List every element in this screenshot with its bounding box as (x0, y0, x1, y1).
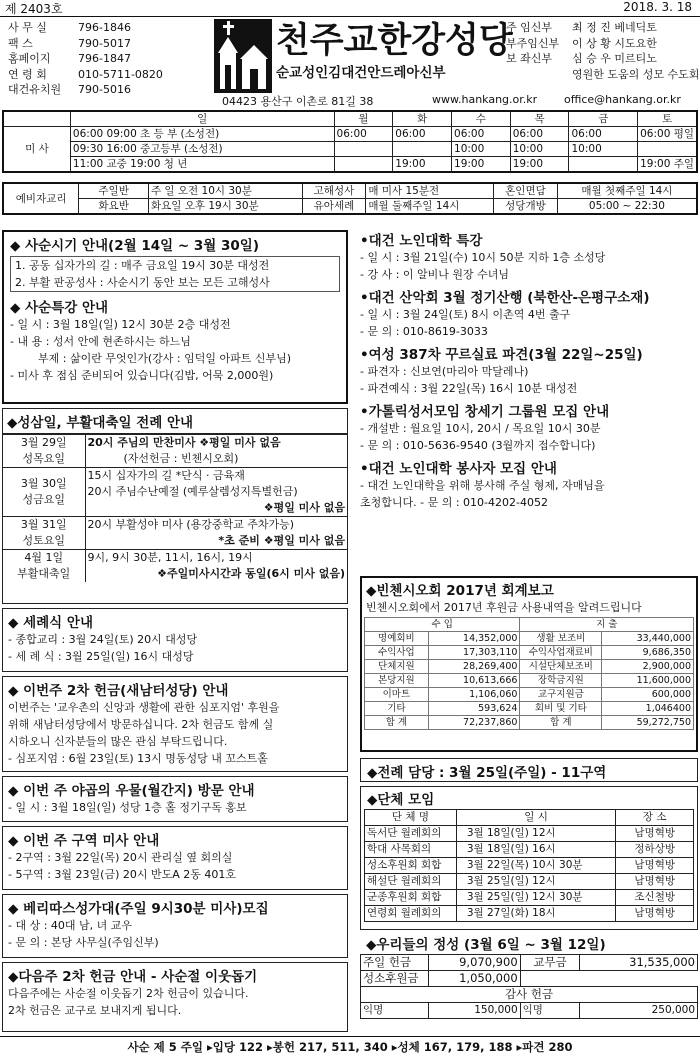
mass-time: 06:00 평일 (638, 127, 697, 142)
notice-line: - 일 시 : 3월 24일(토) 8시 이촌역 4번 출구 (360, 308, 571, 321)
day-header: 화 (393, 111, 452, 127)
collection-line: 위해 새남터성당에서 방문하십니다. 2차 헌금도 함께 실 (8, 718, 274, 731)
mass-time (334, 142, 393, 157)
mass-time: 06:00 (569, 127, 638, 142)
expense-header: 지 출 (520, 618, 694, 632)
church-name: 천주교한강성당 (276, 21, 513, 61)
mass-time: 06:00 (334, 127, 393, 142)
mass-time: 06:00 (393, 127, 452, 142)
table-row: 수익사업 17,303,110 수익사업재료비 9,686,350 (365, 646, 694, 660)
baptism-title: ◆ 세례식 안내 (8, 615, 93, 631)
notice-title: •대건 노인대학 특강 (360, 233, 483, 249)
lecture-title: ◆ 사순특강 안내 (10, 300, 109, 316)
notice-line: - 일 시 : 3월 21일(수) 10시 50분 지하 1층 소성당 (360, 251, 606, 264)
next-collection-line: 2차 헌금은 교구로 보내지게 됩니다. (8, 1004, 182, 1017)
rite-line: *초 준비 ❖평일 미사 없음 (218, 534, 345, 547)
table-row: 학대 사목회의 3월 18일(일) 16시 정하상방 (365, 842, 694, 858)
mass-time: 19:00 주일 (638, 157, 697, 173)
choir-line: - 대 상 : 40대 남, 녀 교우 (8, 919, 133, 932)
patron-saint: 순교성인김대건안드레아신부 (276, 65, 446, 81)
next-collection-title: ◆다음주 2차 헌금 안내 - 사순절 이웃돕기 (8, 969, 258, 985)
contact-item: 대건유치원 790-5016 (8, 83, 131, 96)
day-cell: 성목요일 (22, 452, 65, 465)
day-cell: 성금요일 (22, 493, 65, 506)
staff-item: 보 좌신부 심 승 우 미르티노 (506, 52, 657, 65)
table-row (3, 435, 347, 468)
staff-item: 영원한 도움의 성모 수도회 (572, 67, 700, 81)
mass-time (334, 157, 393, 173)
day-header: 일 (70, 111, 334, 127)
collection-title: ◆ 이번주 2차 헌금(새남터성당) 안내 (8, 683, 229, 699)
district-mass-section (2, 826, 348, 890)
table-row: 연령회 월례회의 3월 27일(화) 18시 남명혁방 (365, 906, 694, 922)
mass-label: 미 사 (3, 127, 70, 173)
notice-line: - 파견자 : 신보연(마리아 막달레나) (360, 365, 529, 378)
date-cell: 4월 1일 (24, 551, 64, 564)
finance-subtitle: 빈첸시오회에서 2017년 후원금 사용내역을 알려드립니다 (366, 601, 642, 614)
notice-block (360, 343, 696, 397)
table-row (3, 517, 347, 550)
schedule-cell: 매월 첫째주일 14시 (557, 183, 697, 199)
schedule-cell: 매 미사 15분전 (366, 183, 494, 199)
rite-line: 20시 주님의 만찬미사 ❖평일 미사 없음 (87, 436, 281, 449)
church-website[interactable]: www.hankang.or.kr (432, 93, 538, 106)
contact-list (8, 20, 178, 98)
church-email[interactable]: office@hankang.or.kr (564, 93, 681, 106)
day-header: 금 (569, 111, 638, 127)
schedule-cell: 주 일 오전 10시 30분 (148, 183, 302, 199)
day-header: 목 (510, 111, 569, 127)
footer-rule (0, 1036, 700, 1037)
notice-line: - 대건 노인대학을 위해 봉사해 주실 형제, 자매님을 (360, 479, 605, 492)
groups-table (364, 809, 694, 922)
table-row: 군종후원회 회합 3월 25일(일) 12시 30분 조신철방 (365, 890, 694, 906)
schedule-cell: 화요일 오후 19시 30분 (148, 199, 302, 215)
sunday-mass: 06:00 09:00 초 등 부 (소성전) (70, 127, 334, 142)
contact-item: 팩 스 790-5017 (8, 36, 131, 50)
catechumen-label: 예비자교리 (3, 183, 79, 214)
church-logo (214, 19, 272, 93)
mass-time: 06:00 (452, 127, 511, 142)
offering-label: 주일 헌금 (361, 955, 429, 971)
schedule-cell: 성당개방 (494, 199, 558, 215)
collection-line: 시하오니 신자분들의 많은 관심 부탁드립니다. (8, 735, 228, 748)
district-mass-line: - 5구역 : 3월 23일(금) 20시 반도A 2동 401호 (8, 868, 237, 881)
lecture-line: - 미사 후 점심 준비되어 있습니다(김밥, 어묵 2,000원) (10, 369, 274, 382)
table-row: 독서단 월례회의 3월 18일(일) 12시 남명혁방 (365, 826, 694, 842)
income-header: 수 입 (365, 618, 520, 632)
mass-time: 06:00 (510, 127, 569, 142)
rite-line: 20시 부활성야 미사 (용강중학교 주차가능) (87, 518, 295, 531)
offering-label: 교무금 (520, 955, 580, 971)
day-header: 월 (334, 111, 393, 127)
offering-table (360, 954, 698, 1019)
next-collection-line: 다음주에는 사순절 이웃돕기 2차 헌금이 있습니다. (8, 987, 249, 1000)
notice-line: - 개설반 : 월요일 10시, 20시 / 목요일 10시 30분 (360, 422, 601, 435)
choir-line: - 문 의 : 본당 사무실(주임신부) (8, 936, 159, 949)
notice-block (360, 400, 696, 454)
offering-title: ◆우리들의 정성 (3월 6일 ~ 3월 12일) (366, 937, 606, 953)
offering-label: 성소후원금 (361, 971, 429, 987)
baptism-section (2, 608, 348, 672)
contact-item: 사 무 실 796-1846 (8, 21, 131, 34)
hymn-numbers: 사순 제 5 주일 ▸입당 122 ▸봉헌 217, 511, 340 ▸성체 167, 179, 188 ▸파견 280 (127, 1040, 573, 1054)
table-row: 해설단 월례회의 3월 25일(일) 12시 남명혁방 (365, 874, 694, 890)
visit-title: ◆ 이번 주 야곱의 우물(월간지) 방문 안내 (8, 783, 255, 799)
next-collection-section (2, 962, 348, 1032)
day-cell: 성토요일 (22, 534, 65, 547)
table-row: 본당지원 10,613,666 장학금지원 11,600,000 (365, 674, 694, 688)
offering-value: 250,000 (580, 1003, 698, 1019)
schedule-cell: 주일반 (79, 183, 149, 199)
column-header: 단 체 명 (365, 810, 457, 826)
mass-days-row (3, 111, 697, 127)
baptism-line: - 종합교리 : 3월 24일(토) 20시 대성당 (8, 633, 198, 646)
visit-section (2, 776, 348, 822)
collection-line: - 심포지엄 : 6월 23일(토) 13시 명동성당 내 꼬스트홀 (8, 752, 268, 765)
lecture-line: 부제 : 삶이란 무엇인가(강사 : 임덕일 아파트 신부님) (38, 352, 291, 365)
collection-line: 이번주는 '교우촌의 신앙과 생활에 관한 심포지엄' 후원을 (8, 701, 280, 714)
mass-time: 10:00 (569, 142, 638, 157)
table-row: 단체지원 28,269,400 시설단체보조비 2,900,000 (365, 660, 694, 674)
notice-title: •대건 산악회 3월 정기산행 (북한산-은평구소재) (360, 290, 650, 306)
lent-line: 2. 부활 판공성사 : 사순시기 동안 보는 모든 고해성사 (15, 276, 270, 289)
notice-line: - 강 사 : 이 알비나 원장 수녀님 (360, 268, 510, 281)
mass-time (393, 142, 452, 157)
mass-schedule-table (2, 110, 698, 173)
notice-line: 초청합니다. - 문 의 : 010-4202-4052 (360, 496, 548, 509)
holy-week-title: ◆성삼일, 부활대축일 전례 안내 (3, 409, 347, 434)
finance-title: ◆빈첸시오회 2017년 회계보고 (366, 583, 554, 599)
notice-title: •가톨릭성서모임 창세기 그룹원 모집 안내 (360, 404, 610, 420)
church-address: 04423 용산구 이촌로 81길 38 (222, 95, 374, 108)
lecture-line: - 내 용 : 성서 안에 현존하시는 하느님 (10, 335, 191, 348)
mass-time: 10:00 (452, 142, 511, 157)
sunday-mass: 11:00 교중 19:00 청 년 (70, 157, 334, 173)
staff-list (506, 20, 700, 82)
mass-time: 19:00 (393, 157, 452, 173)
notice-block (360, 229, 696, 283)
day-header: 수 (452, 111, 511, 127)
schedule-cell: 매월 둘째주일 14시 (366, 199, 494, 215)
notice-line: - 문 의 : 010-8619-3033 (360, 325, 488, 338)
schedule-cell: 혼인면담 (494, 183, 558, 199)
column-header: 일 시 (456, 810, 616, 826)
liturgy-duty-title: ◆전례 담당 : 3월 25일(주일) - 11구역 (367, 765, 607, 781)
table-row: 기타 593,624 회비 및 기타 1,046400 (365, 702, 694, 716)
rite-line: ❖주일미사시간과 동일(6시 미사 없음) (157, 567, 345, 580)
issue-date: 2018. 3. 18 (623, 0, 692, 14)
baptism-line: - 세 례 식 : 3월 25일(일) 16시 대성당 (8, 650, 194, 663)
staff-item: 주 임신부 최 정 진 베네딕토 (506, 21, 657, 34)
mass-time: 19:00 (510, 157, 569, 173)
rite-line: 9시, 9시 30분, 11시, 16시, 19시 (87, 551, 253, 564)
rite-line: 15시 십자가의 길 *단식 · 금육재 (87, 469, 245, 482)
table-row: 명예회비 14,352,000 생활 보조비 33,440,000 (365, 632, 694, 646)
right-notices (360, 229, 696, 511)
notice-line: - 문 의 : 010-5636-9540 (3월까지 접수합니다) (360, 439, 596, 452)
table-row: 이마트 1,106,060 교구지원금 600,000 (365, 688, 694, 702)
collection-section (2, 676, 348, 772)
table-row: 합 계 72,237,860 합 계 59,272,750 (365, 716, 694, 730)
mass-time (569, 157, 638, 173)
schedule-cell: 유아세례 (302, 199, 366, 215)
lecture-line: - 일 시 : 3월 18일(일) 12시 30분 2층 대성전 (10, 318, 231, 331)
finance-table (364, 617, 694, 730)
groups-section (360, 786, 698, 930)
offering-value: 150,000 (428, 1003, 520, 1019)
table-row: 성소후원회 회합 3월 22일(목) 10시 30분 남명혁방 (365, 858, 694, 874)
contact-item: 연 령 회 010-5711-0820 (8, 67, 163, 81)
table-row (3, 468, 347, 517)
schedule-cell: 05:00 ~ 22:30 (557, 199, 697, 215)
header-top-rule (0, 16, 700, 17)
column-header: 장 소 (616, 810, 694, 826)
visit-line: - 일 시 : 3월 18일(일) 성당 1층 홀 정기구독 홍보 (8, 801, 247, 814)
groups-title: ◆단체 모임 (367, 792, 435, 808)
lent-section (2, 230, 348, 404)
holy-week-section (2, 408, 348, 604)
notice-title: •대건 노인대학 봉사자 모집 안내 (360, 461, 557, 477)
schedule-cell: 고해성사 (302, 183, 366, 199)
liturgy-duty-section (360, 758, 698, 782)
offering-section (360, 936, 698, 1019)
day-header: 토 (638, 111, 697, 127)
offering-value: 9,070,900 (428, 955, 520, 971)
notice-title: •여성 387차 꾸르실료 파견(3월 22일~25일) (360, 347, 643, 363)
staff-item: 부주임신부 이 상 황 시도요한 (506, 36, 657, 50)
date-cell: 3월 31일 (20, 518, 67, 531)
issue-number: 제 2403호 (5, 2, 63, 16)
choir-section (2, 894, 348, 958)
sunday-mass: 09:30 16:00 중고등부 (소성전) (70, 142, 334, 157)
date-cell: 3월 30일 (20, 477, 67, 490)
rite-line: (자선헌금 : 빈첸시오회) (123, 452, 239, 465)
mass-time: 19:00 (452, 157, 511, 173)
mass-time (638, 142, 697, 157)
offering-value: 31,535,000 (580, 955, 698, 971)
rite-line: ❖평일 미사 없음 (263, 501, 345, 514)
contact-item: 홈페이지 796-1847 (8, 52, 131, 65)
notice-line: - 파견예식 : 3월 22일(목) 16시 10분 대성전 (360, 382, 578, 395)
day-cell: 부활대축일 (17, 567, 71, 580)
table-row (3, 550, 347, 583)
finance-section (360, 576, 698, 752)
rite-line: 20시 주님수난예절 (예루살렘성지특별헌금) (87, 485, 298, 498)
offering-value: 1,050,000 (428, 971, 520, 987)
notice-block (360, 457, 696, 511)
holy-week-table (3, 434, 347, 582)
schedule-cell: 화요반 (79, 199, 149, 215)
offering-label: 익명 (361, 1003, 429, 1019)
offering-label: 익명 (520, 1003, 580, 1019)
lent-title: ◆ 사순시기 안내(2월 14일 ~ 3월 30일) (10, 238, 260, 254)
district-mass-title: ◆ 이번 주 구역 미사 안내 (8, 833, 160, 849)
lent-line: 1. 공동 십자가의 길 : 매주 금요일 19시 30분 대성전 (15, 259, 270, 272)
thanks-offering-header: 감사 헌금 (361, 987, 698, 1003)
other-schedule-table (2, 182, 698, 215)
mass-time: 10:00 (510, 142, 569, 157)
choir-title: ◆ 베리따스성가대(주일 9시30분 미사)모집 (8, 901, 269, 917)
date-cell: 3월 29일 (20, 436, 67, 449)
district-mass-line: - 2구역 : 3월 22일(목) 20시 관리실 옆 회의실 (8, 851, 233, 864)
notice-block (360, 286, 696, 340)
